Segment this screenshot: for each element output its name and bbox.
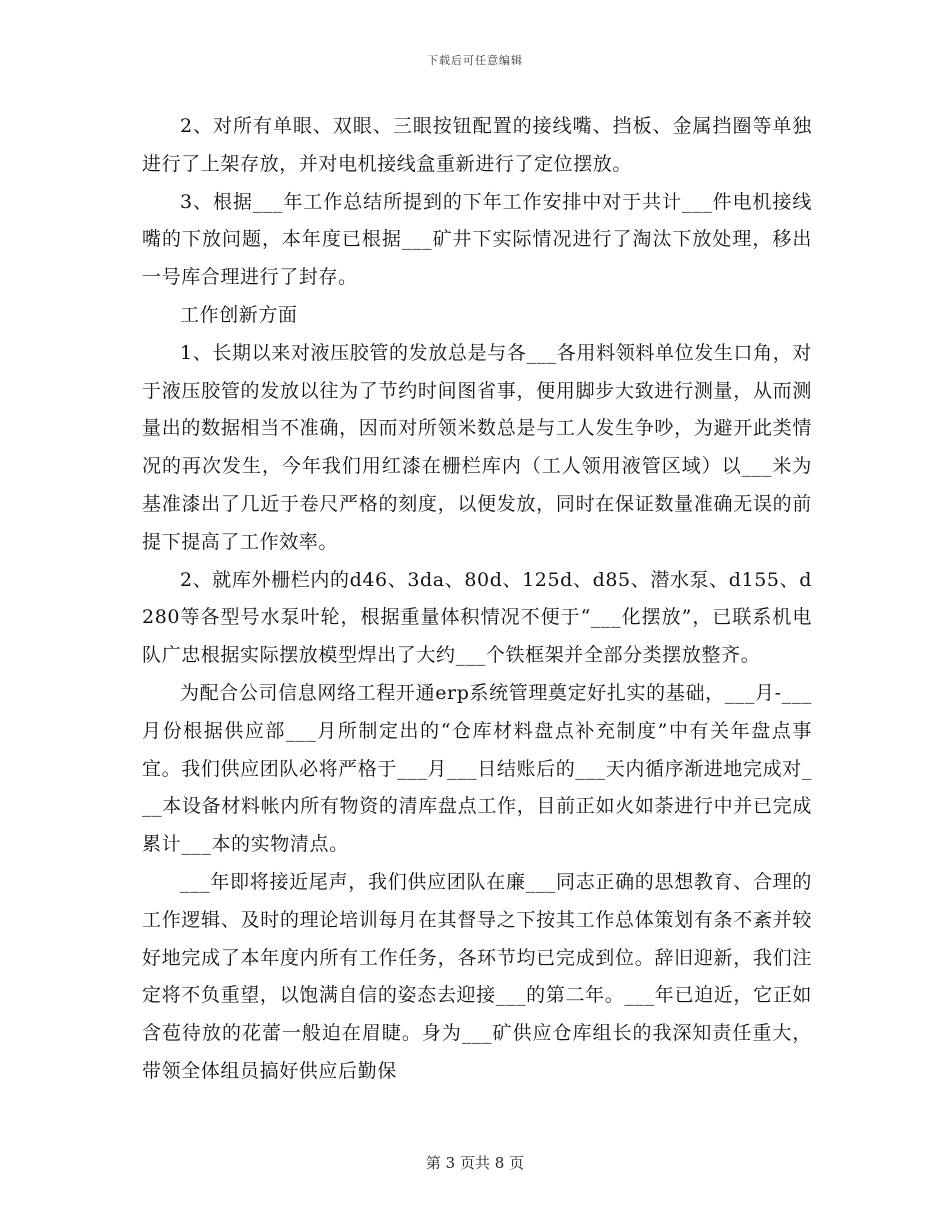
paragraph-item-2: 2、对所有单眼、双眼、三眼按钮配置的接线嘴、挡板、金属挡圈等单独进行了上架存放，并对电机接线盒重新进行了定位摆放。 xyxy=(142,115,812,175)
section-heading-innovation: 工作创新方面 xyxy=(180,303,298,326)
paragraph-innovation-2: 2、就库外栅栏内的d46、3da、80d、125d、d85、潜水泵、d155、d280等各型号水泵叶轮，根据重量体积情况不便于“___化摆放”，已联系机电队广忠根据实际摆放模型焊出了大约___个铁框架并全部分类摆放整齐。 xyxy=(142,568,812,667)
page-header: 下载后可任意编辑 xyxy=(427,54,523,67)
paragraph-innovation-1: 1、长期以来对液压胶管的发放总是与各___各用料领料单位发生口角，对于液压胶管的发放以往为了节约时间图省事，便用脚步大致进行测量，从而测量出的数据相当不准确，因而对所领米数总是与工人发生争吵，为避开此类情况的再次发生，今年我们用红漆在栅栏库内（工人领用液管区域）以___米为基准漆出了几近于卷尺严格的刻度，以便发放，同时在保证数量准确无误的前提下提高了工作效率。 xyxy=(142,341,812,553)
page-number: 第 3 页共 8 页 xyxy=(425,1154,525,1172)
document-body xyxy=(142,108,812,1091)
paragraph-erp-inventory: 为配合公司信息网络工程开通erp系统管理奠定好扎实的基础，___月-___月份根据供应部___月所制定出的“仓库材料盘点补充制度”中有关年盘点事宜。我们供应团队必将严格于___月___日结账后的___天内循序渐进地完成对___本设备材料帐内所有物资的清库盘点工作，目前正如火如荼进行中并已完成累计___本的实物清点。 xyxy=(142,681,812,856)
paragraph-year-end: ___年即将接近尾声，我们供应团队在廉___同志正确的思想教育、合理的工作逻辑、及时的理论培训每月在其督导之下按其工作总体策划有条不紊并较好地完成了本年度内所有工作任务，各环节均已完成到位。辞旧迎新，我们注定将不负重望，以饱满自信的姿态去迎接___的第二年。___年已迫近，它正如含苞待放的花蕾一般迫在眉睫。身为___矿供应仓库组长的我深知责任重大，带领全体组员搞好供应后勤保 xyxy=(142,870,812,1082)
paragraph-item-3: 3、根据___年工作总结所提到的下年工作安排中对于共计___件电机接线嘴的下放问题，本年度已根据___矿井下实际情况进行了淘汰下放处理，移出一号库合理进行了封存。 xyxy=(142,190,812,289)
